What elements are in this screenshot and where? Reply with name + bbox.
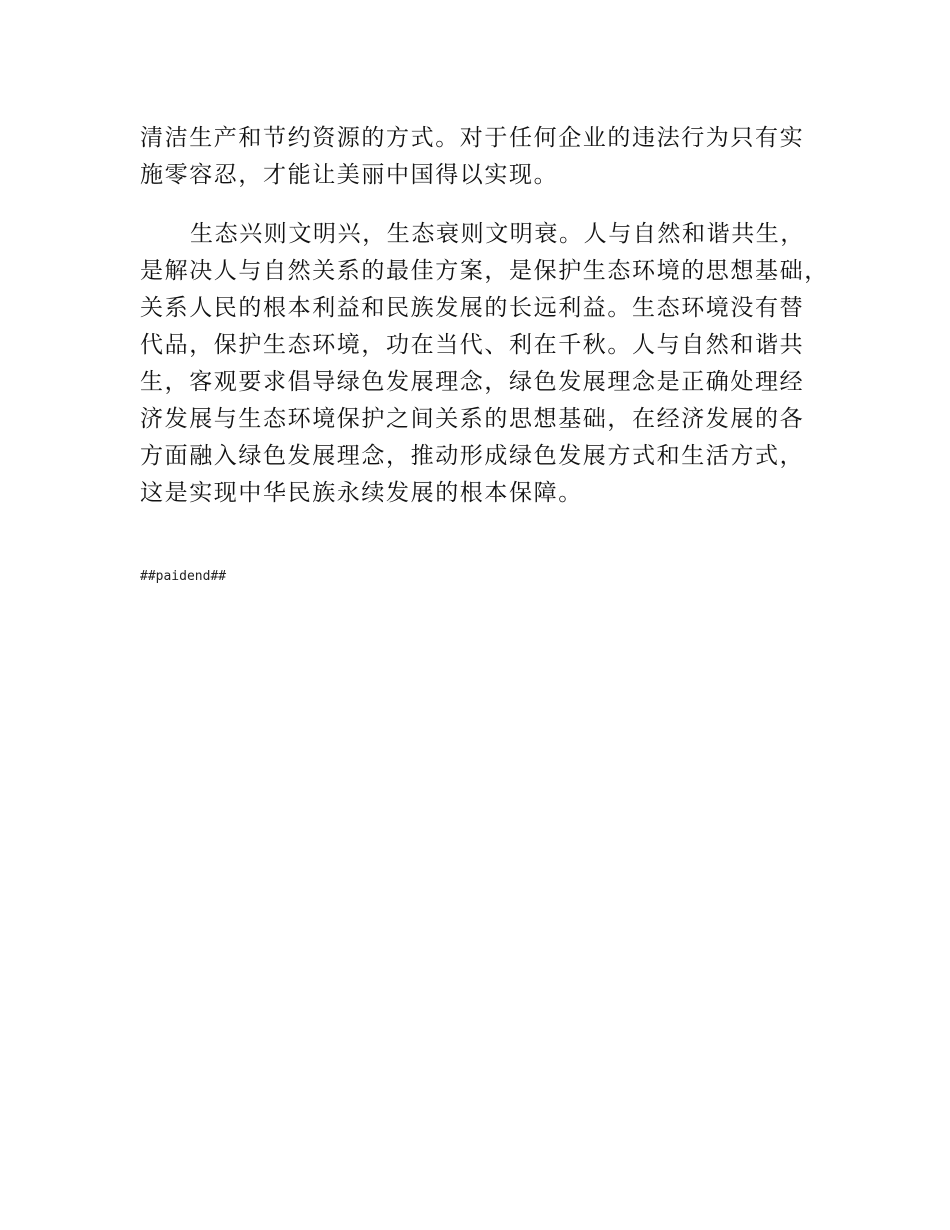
paragraph-line: 施零容忍，才能让美丽中国得以实现。	[140, 162, 559, 188]
paragraph-line: 生态兴则文明兴，生态衰则文明衰。人与自然和谐共生，	[190, 221, 805, 247]
paragraph-1	[140, 120, 830, 194]
paragraph-line: 济发展与生态环境保护之间关系的思想基础，在经济发展的各	[140, 406, 805, 432]
paragraph-line: 这是实现中华民族永续发展的根本保障。	[140, 480, 583, 506]
paragraph-line: 关系人民的根本利益和民族发展的长远利益。生态环境没有替	[140, 295, 805, 321]
paragraph-line: 清洁生产和节约资源的方式。对于任何企业的违法行为只有实	[140, 125, 805, 151]
paragraph-line: 代品，保护生态环境，功在当代、利在千秋。人与自然和谐共	[140, 332, 805, 358]
paragraph-line: 是解决人与自然关系的最佳方案，是保护生态环境的思想基础，	[140, 258, 829, 284]
end-marker: ##paidend##	[140, 569, 227, 584]
paragraph-2	[140, 216, 830, 512]
paragraph-line: 生，客观要求倡导绿色发展理念，绿色发展理念是正确处理经	[140, 369, 805, 395]
paragraph-line: 方面融入绿色发展理念，推动形成绿色发展方式和生活方式，	[140, 443, 805, 469]
